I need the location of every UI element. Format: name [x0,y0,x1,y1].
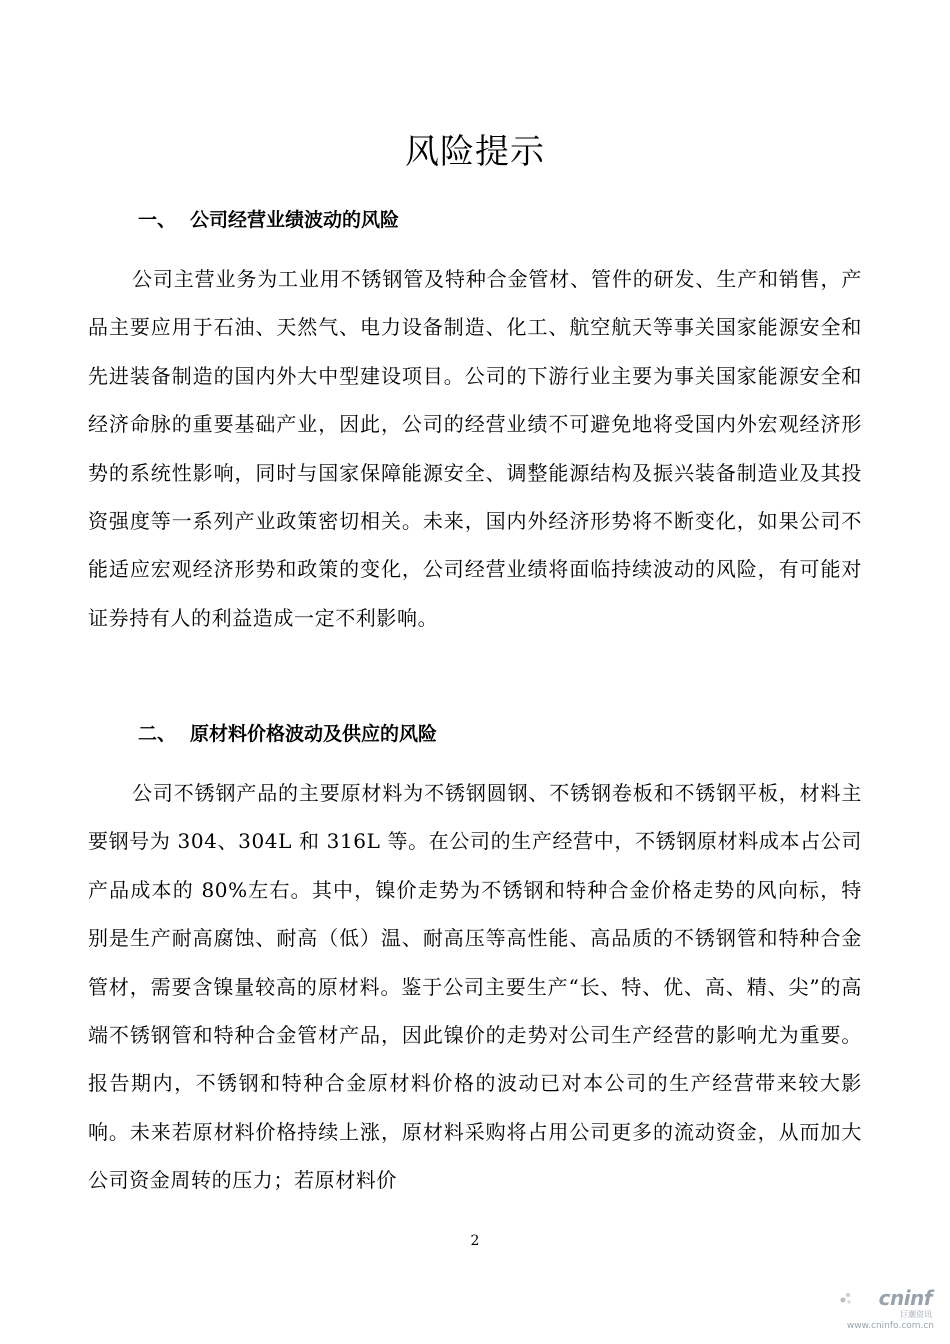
page-number: 2 [470,1233,480,1249]
section-paragraph-2: 公司不锈钢产品的主要原材料为不锈钢圆钢、不锈钢卷板和不锈钢平板，材料主要钢号为 304、304L 和 316L 等。在公司的生产经营中，不锈钢原材料成本占公司产品成本的 80%左右。其中，镍价走势为不锈钢和特种合金价格走势的风向标，特别是生产耐高腐蚀、耐高（低）温、耐高压等高性能、高品质的不锈钢管和特种合金管材，需要含镍量较高的原材料。鉴于公司主要生产“长、特、优、高、精、尖”的高端不锈钢管和特种合金管材产品，因此镍价的走势对公司生产经营的影响尤为重要。报告期内，不锈钢和特种合金原材料价格的波动已对本公司的生产经营带来较大影响。未来若原材料价格持续上涨，原材料采购将占用公司更多的流动资金，从而加大公司资金周转的压力；若原材料价 [88,781,862,1193]
watermark-sub-text: 巨潮资讯 [900,1310,932,1319]
cninfo-logo-icon [838,1292,852,1306]
cninfo-watermark [836,1282,936,1334]
page-title: 风险提示 [405,132,545,172]
section-heading-2 [138,720,437,748]
watermark-logo-text: cninf [878,1286,932,1310]
section-number: 二、 [138,723,177,745]
section-paragraph-1: 公司主营业务为工业用不锈钢管及特种合金管材、管件的研发、生产和销售，产品主要应用于石油、天然气、电力设备制造、化工、航空航天等事关国家能源安全和先进装备制造的国内外大中型建设项目。公司的下游行业主要为事关国家能源安全和经济命脉的重要基础产业，因此，公司的经营业绩不可避免地将受国内外宏观经济形势的系统性影响，同时与国家保障能源安全、调整能源结构及振兴装备制造业及其投资强度等一系列产业政策密切相关。未来，国内外经济形势将不断变化，如果公司不能适应宏观经济形势和政策的变化，公司经营业绩将面临持续波动的风险，有可能对证券持有人的利益造成一定不利影响。 [88,267,862,630]
watermark-url: www.cninfo.com.cn [846,1321,934,1331]
section-heading-text: 公司经营业绩波动的风险 [190,209,400,231]
section-number: 一、 [138,209,177,231]
section-heading-1 [138,206,399,234]
section-heading-text: 原材料价格波动及供应的风险 [190,723,438,745]
